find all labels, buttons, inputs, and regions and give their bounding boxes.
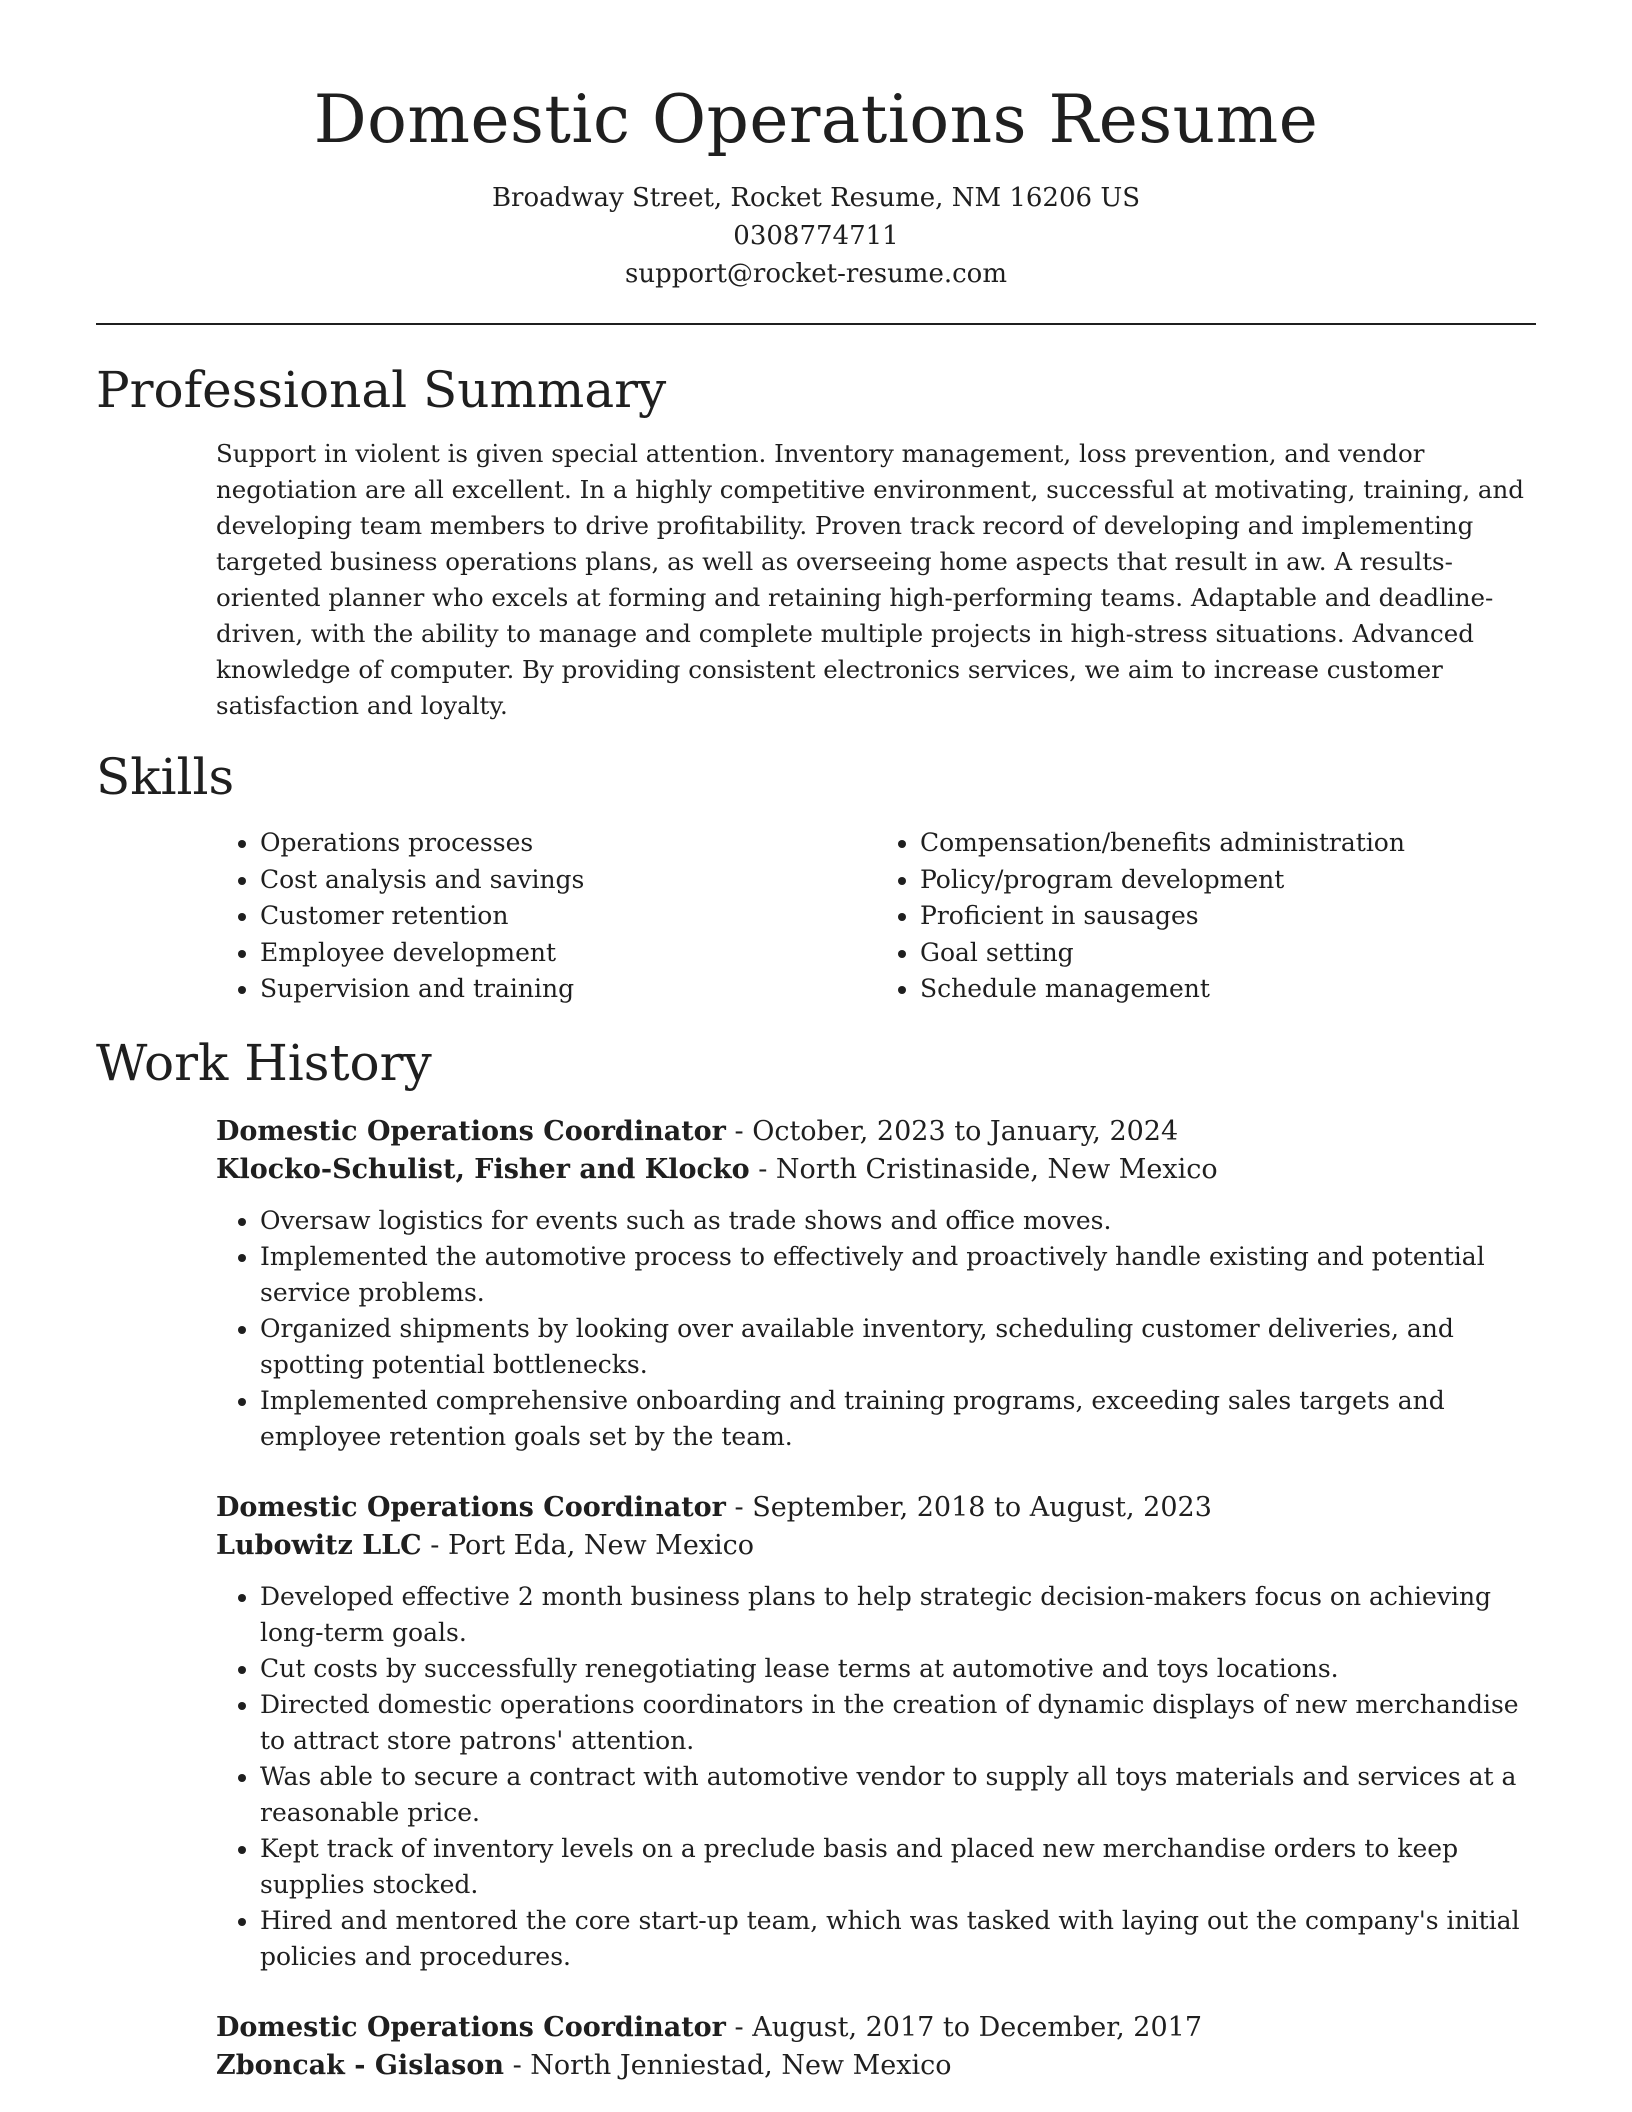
job-title: Domestic Operations Coordinator — [216, 1115, 726, 1147]
work-history-list — [216, 1113, 1536, 2085]
job-bullets — [216, 1203, 1536, 1455]
work-history-heading: Work History — [96, 1033, 432, 1092]
job-entry — [216, 1489, 1536, 1975]
job-bullet: • Oversaw logistics for events such as trade shows and office moves. — [260, 1203, 1536, 1239]
job-title-line — [216, 2009, 1536, 2047]
resume-page — [96, 0, 1536, 2085]
job-location: - Port Eda, New Mexico — [421, 1529, 755, 1561]
skill-item: • Schedule management — [920, 971, 1536, 1008]
resume-header — [96, 0, 1536, 293]
contact-email: support@rocket-resume.com — [624, 259, 1007, 290]
contact-address: Broadway Street, Rocket Resume, NM 16206 US — [491, 183, 1141, 214]
job-company: Klocko-Schulist, Fisher and Klocko — [216, 1153, 750, 1185]
job-location: - North Jenniestad, New Mexico — [503, 2049, 952, 2081]
skill-item: • Goal setting — [920, 935, 1536, 972]
job-company-line — [216, 1151, 1536, 1189]
summary-text: Support in violent is given special attention. Inventory management, loss prevention, and vendor negotiation are all excellent. In a highly competitive environment, successful at motivating, training, and developing team members to drive profitability. Proven track record of developing and implementing targeted business operations plans, as well as overseeing home aspects that result in aw. A results-oriented planner who excels at forming and retaining high-performing teams. Adaptable and deadline-driven, with the ability to manage and complete multiple projects in high-stress situations. Advanced knowledge of computer. By providing consistent electronics services, we aim to increase customer satisfaction and loyalty. — [216, 439, 1524, 721]
skill-item: • Customer retention — [260, 898, 876, 935]
job-bullet: • Developed effective 2 month business plans to help strategic decision-makers focus on achieving long-term goals. — [260, 1579, 1536, 1651]
job-title: Domestic Operations Coordinator — [216, 1491, 726, 1523]
skills-column-right — [876, 825, 1536, 1008]
job-bullet: • Hired and mentored the core start-up team, which was tasked with laying out the company's initial policies and procedures. — [260, 1903, 1536, 1975]
contact-block — [96, 179, 1536, 293]
job-company: Lubowitz LLC — [216, 1529, 422, 1561]
job-bullet: • Kept track of inventory levels on a preclude basis and placed new merchandise orders to keep supplies stocked. — [260, 1831, 1536, 1903]
contact-phone: 0308774711 — [733, 221, 899, 252]
job-title: Domestic Operations Coordinator — [216, 2011, 726, 2043]
job-location: - North Cristinaside, New Mexico — [749, 1153, 1218, 1185]
job-dates: - October, 2023 to January, 2024 — [725, 1115, 1179, 1147]
skills-list — [216, 825, 1536, 1008]
job-entry — [216, 1113, 1536, 1455]
skill-item: • Employee development — [260, 935, 876, 972]
job-company: Zboncak - Gislason — [216, 2049, 504, 2081]
job-bullet: • Cut costs by successfully renegotiating lease terms at automotive and toys locations. — [260, 1651, 1536, 1687]
skill-item: • Policy/program development — [920, 862, 1536, 899]
job-dates: - September, 2018 to August, 2023 — [725, 1491, 1212, 1523]
job-title-line — [216, 1113, 1536, 1151]
skill-item: • Compensation/benefits administration — [920, 825, 1536, 862]
header-divider — [96, 323, 1536, 325]
job-bullet: • Implemented the automotive process to effectively and proactively handle existing and potential service problems. — [260, 1239, 1536, 1311]
job-title-line — [216, 1489, 1536, 1527]
job-company-line — [216, 2047, 1536, 2085]
job-bullets — [216, 1579, 1536, 1975]
job-bullet: • Organized shipments by looking over available inventory, scheduling customer deliveries, and spotting potential bottlenecks. — [260, 1311, 1536, 1383]
skills-column-left — [216, 825, 876, 1008]
skill-item: • Cost analysis and savings — [260, 862, 876, 899]
job-entry — [216, 2009, 1536, 2085]
job-bullet: • Was able to secure a contract with automotive vendor to supply all toys materials and services at a reasonable price. — [260, 1759, 1536, 1831]
resume-title: Domestic Operations Resume — [313, 81, 1319, 158]
job-bullet: • Implemented comprehensive onboarding and training programs, exceeding sales targets and employee retention goals set by the team. — [260, 1383, 1536, 1455]
skill-item: • Proficient in sausages — [920, 898, 1536, 935]
job-company-line — [216, 1527, 1536, 1565]
skill-item: • Operations processes — [260, 825, 876, 862]
job-dates: - August, 2017 to December, 2017 — [725, 2011, 1203, 2043]
skills-heading: Skills — [96, 748, 235, 807]
skill-item: • Supervision and training — [260, 971, 876, 1008]
job-bullet: • Directed domestic operations coordinators in the creation of dynamic displays of new merchandise to attract store patrons' attention. — [260, 1687, 1536, 1759]
summary-heading: Professional Summary — [96, 361, 667, 420]
